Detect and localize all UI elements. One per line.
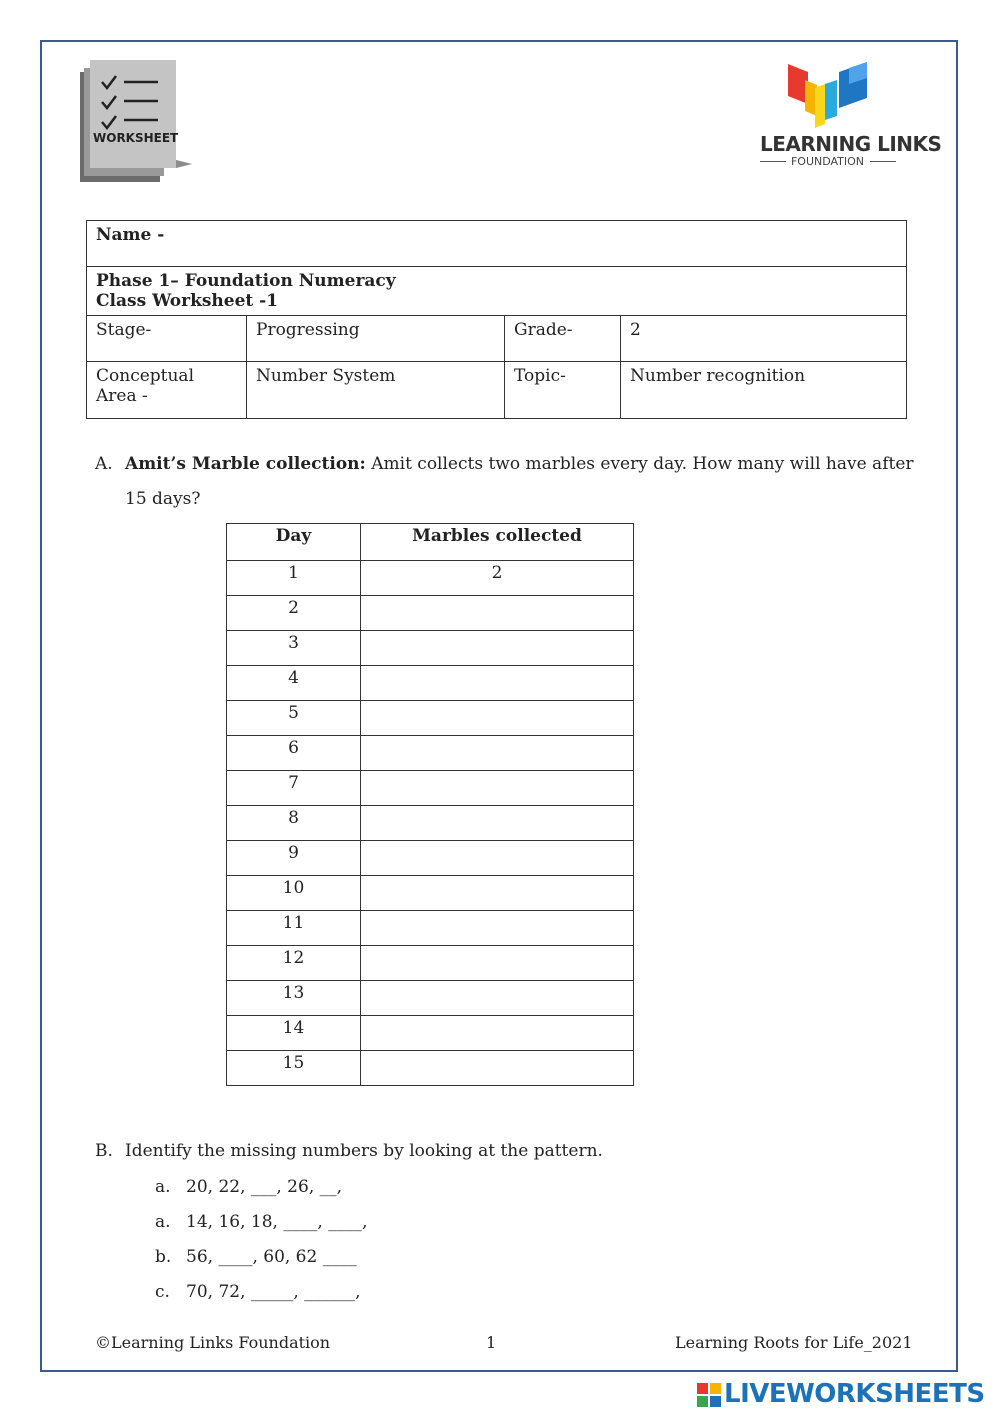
pattern-item[interactable]: [155, 1247, 357, 1267]
day-cell: 15: [227, 1051, 361, 1086]
marbles-cell[interactable]: [361, 911, 634, 946]
grade-label: Grade-: [505, 316, 621, 362]
marbles-cell[interactable]: [361, 596, 634, 631]
area-label-line2: Area -: [96, 386, 148, 406]
learning-links-logo: [755, 60, 942, 175]
day-cell: 5: [227, 701, 361, 736]
day-cell: 9: [227, 841, 361, 876]
org-name: LEARNING LINKS: [760, 132, 942, 156]
pattern-letter: b.: [155, 1247, 172, 1267]
day-cell: 13: [227, 981, 361, 1016]
table-row: [227, 771, 634, 806]
org-sub: FOUNDATION: [790, 155, 865, 168]
table-row: [227, 946, 634, 981]
marbles-cell[interactable]: [361, 946, 634, 981]
pattern-letter: a.: [155, 1177, 171, 1197]
table-row: [227, 1051, 634, 1086]
info-table: [86, 220, 907, 419]
liveworksheets-icon: [697, 1383, 721, 1407]
marbles-cell[interactable]: [361, 701, 634, 736]
area-label-line1: Conceptual: [96, 366, 195, 386]
question-a-text: Amit collects two marbles every day. How many will have after: [371, 454, 914, 474]
pattern-letter: a.: [155, 1212, 171, 1232]
worksheet-title: Class Worksheet -1: [96, 291, 279, 311]
question-a-title: Amit’s Marble collection:: [125, 454, 366, 474]
worksheet-logo-label: WORKSHEET: [93, 131, 179, 145]
question-b-text: Identify the missing numbers by looking at the pattern.: [125, 1141, 603, 1161]
area-label: [87, 362, 247, 419]
table-row: [227, 596, 634, 631]
grade-value: 2: [621, 316, 907, 362]
marbles-cell[interactable]: [361, 806, 634, 841]
divider: [870, 161, 896, 162]
col-day-header: Day: [227, 524, 361, 561]
pattern-letter: c.: [155, 1282, 170, 1302]
marbles-cell[interactable]: [361, 666, 634, 701]
pattern-text: 14, 16, 18, ____, ____,: [186, 1212, 368, 1232]
marble-table: [226, 523, 634, 1086]
phase-cell: [87, 267, 907, 316]
stage-value: Progressing: [247, 316, 505, 362]
day-cell: 2: [227, 596, 361, 631]
day-cell: 1: [227, 561, 361, 596]
col-marbles-header: Marbles collected: [361, 524, 634, 561]
footer-tagline: Learning Roots for Life_2021: [675, 1333, 913, 1352]
day-cell: 3: [227, 631, 361, 666]
stage-label: Stage-: [87, 316, 247, 362]
pattern-text: 70, 72, _____, ______,: [186, 1282, 361, 1302]
page-number: 1: [486, 1333, 497, 1352]
pattern-item[interactable]: [155, 1177, 342, 1197]
table-row: [227, 911, 634, 946]
question-a: [125, 454, 914, 474]
liveworksheets-text: LIVEWORKSHEETS: [724, 1379, 985, 1409]
name-field[interactable]: Name -: [87, 221, 907, 267]
marbles-cell[interactable]: [361, 631, 634, 666]
marbles-cell[interactable]: [361, 771, 634, 806]
table-row: [227, 736, 634, 771]
table-row: [227, 841, 634, 876]
pattern-text: 56, ____, 60, 62 ____: [186, 1247, 357, 1267]
marbles-cell[interactable]: [361, 841, 634, 876]
marbles-cell[interactable]: [361, 876, 634, 911]
marbles-cell[interactable]: [361, 1051, 634, 1086]
marbles-cell[interactable]: [361, 1016, 634, 1051]
day-cell: 14: [227, 1016, 361, 1051]
table-row: [227, 1016, 634, 1051]
phase-title: Phase 1– Foundation Numeracy: [96, 271, 396, 291]
topic-value: Number recognition: [621, 362, 907, 419]
day-cell: 12: [227, 946, 361, 981]
day-cell: 7: [227, 771, 361, 806]
pattern-item[interactable]: [155, 1282, 361, 1302]
marbles-cell[interactable]: 2: [361, 561, 634, 596]
day-cell: 4: [227, 666, 361, 701]
table-row: [227, 806, 634, 841]
area-value: Number System: [247, 362, 505, 419]
table-row: [227, 876, 634, 911]
footer-copyright: ©Learning Links Foundation: [95, 1333, 331, 1352]
day-cell: 6: [227, 736, 361, 771]
table-row: [227, 631, 634, 666]
pattern-item[interactable]: [155, 1212, 368, 1232]
pattern-text: 20, 22, ___, 26, __,: [186, 1177, 343, 1197]
table-row: [227, 701, 634, 736]
topic-label: Topic-: [505, 362, 621, 419]
table-row: [227, 981, 634, 1016]
table-row: [227, 666, 634, 701]
day-cell: 10: [227, 876, 361, 911]
question-b-letter: B.: [95, 1141, 113, 1161]
table-row: [227, 561, 634, 596]
day-cell: 8: [227, 806, 361, 841]
day-cell: 11: [227, 911, 361, 946]
question-a-text2: 15 days?: [125, 489, 201, 509]
question-a-letter: A.: [95, 454, 113, 474]
worksheet-logo: [80, 60, 195, 185]
marbles-cell[interactable]: [361, 736, 634, 771]
marbles-cell[interactable]: [361, 981, 634, 1016]
